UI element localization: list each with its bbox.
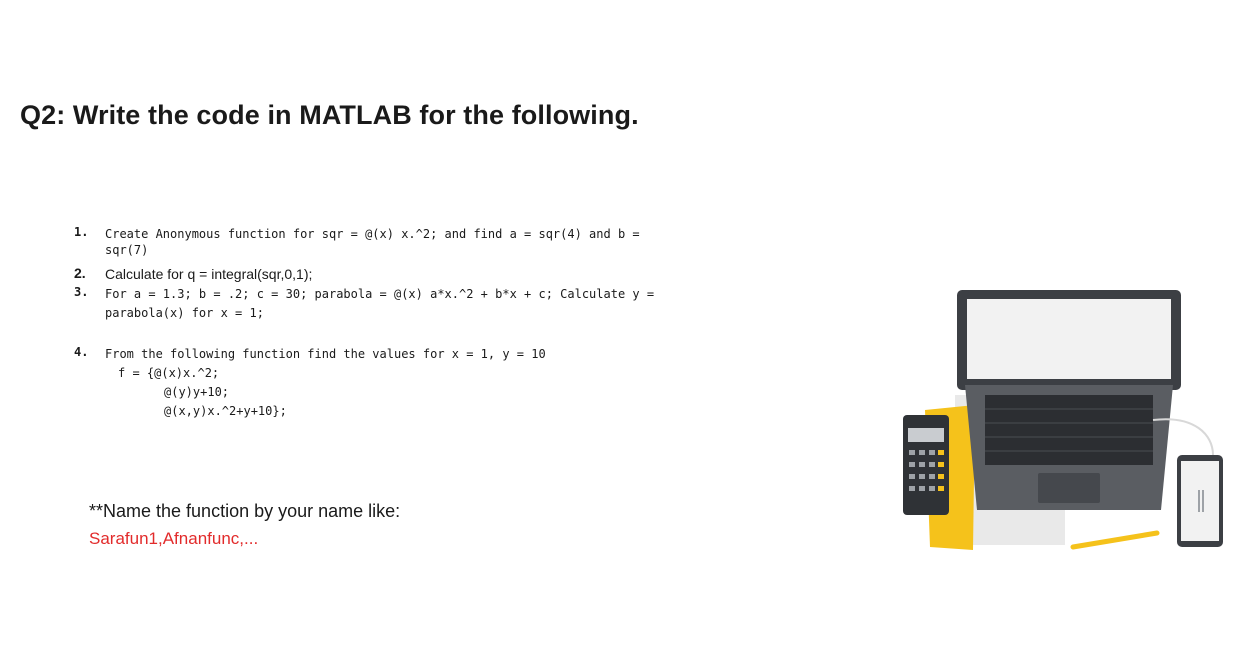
pencil-icon <box>1073 533 1157 547</box>
item-number: 4. <box>74 345 89 359</box>
item-text-continued: parabola(x) for x = 1; <box>105 306 264 320</box>
item-text: Create Anonymous function for sqr = @(x) x.^2; and find a = sqr(4) and b = <box>105 227 640 241</box>
question-item-1 <box>74 225 874 265</box>
question-item-2 <box>74 265 874 285</box>
code-line: @(x,y)x.^2+y+10}; <box>164 404 287 418</box>
item-number: 1. <box>74 225 89 239</box>
question-item-4 <box>74 345 874 421</box>
question-item-3 <box>74 285 874 345</box>
note-example: Sarafun1,Afnanfunc,... <box>89 529 259 548</box>
item-text: For a = 1.3; b = .2; c = 30; parabola = @(x) a*x.^2 + b*x + c; Calculate y = <box>105 287 655 301</box>
laptop-screen <box>967 299 1171 379</box>
item-number: 2. <box>74 265 86 281</box>
keyboard-icon <box>985 395 1153 465</box>
code-line: @(y)y+10; <box>164 385 230 399</box>
question-list <box>74 225 874 421</box>
item-number: 3. <box>74 285 89 299</box>
laptop-illustration <box>895 285 1235 575</box>
code-line: f = {@(x)x.^2; <box>118 366 220 380</box>
code-block <box>118 364 874 421</box>
item-text: Calculate for q = integral(sqr,0,1); <box>105 266 313 282</box>
item-text: From the following function find the values for x = 1, y = 10 <box>105 347 546 361</box>
question-title: Q2: Write the code in MATLAB for the following. <box>20 100 639 130</box>
item-text-continued: sqr(7) <box>105 243 149 257</box>
name-note <box>89 497 400 553</box>
note-instruction: **Name the function by your name like: <box>89 501 401 521</box>
trackpad <box>1038 473 1100 503</box>
